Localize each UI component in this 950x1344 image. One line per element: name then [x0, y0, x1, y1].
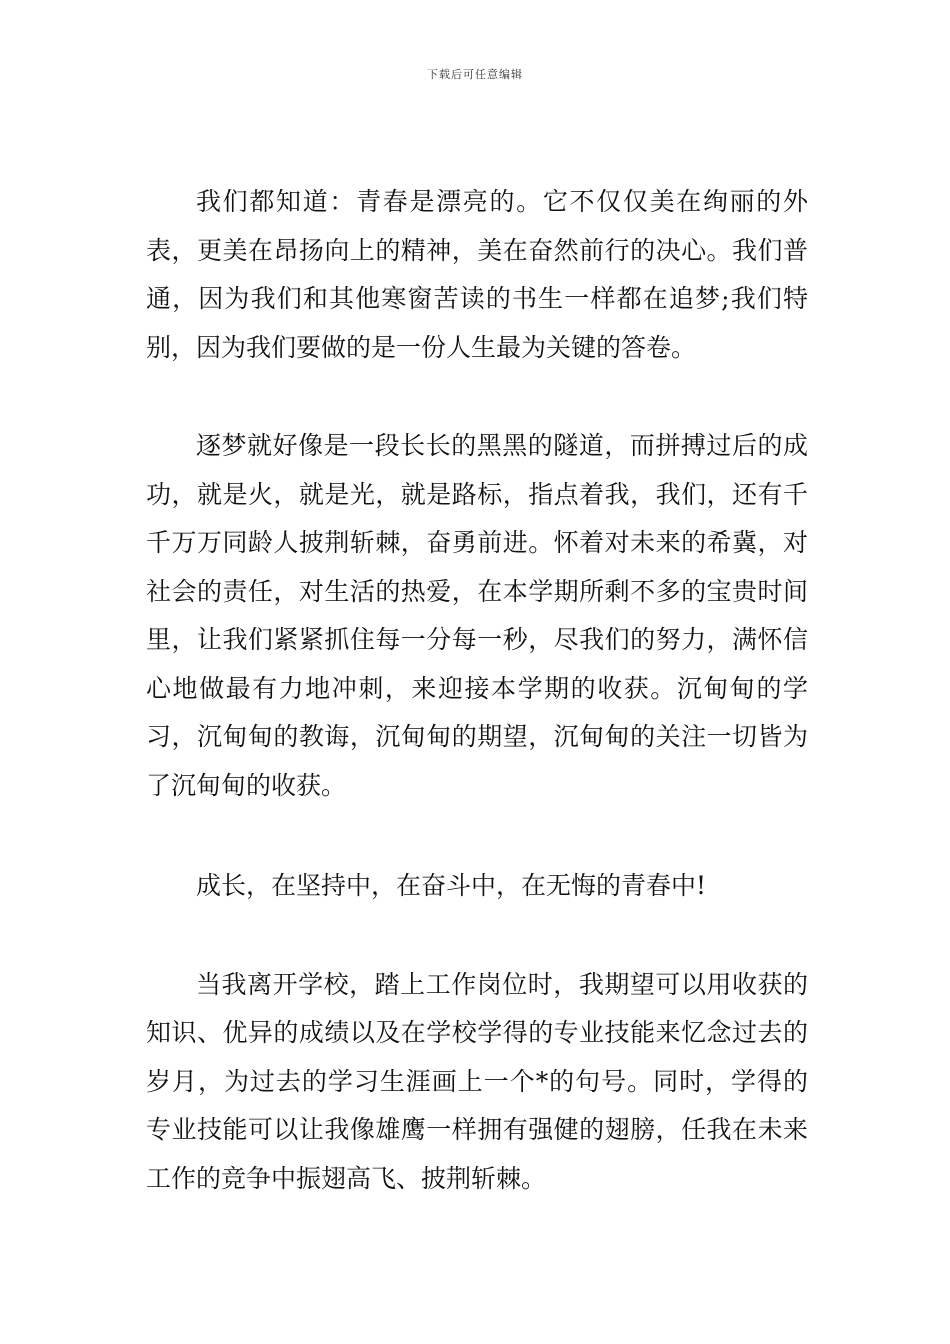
- page-header: 下载后可任意编辑: [427, 68, 523, 81]
- paragraph-youth-beauty: 我们都知道：青春是漂亮的。它不仅仅美在绚丽的外表，更美在昂扬向上的精神，美在奋然前行的决心。我们普通，因为我们和其他寒窗苦读的书生一样都在追梦;我们特别，因为我们要做的是一份人生最为关键的答卷。: [146, 187, 808, 362]
- paragraph-chasing-dreams: 逐梦就好像是一段长长的黑黑的隧道，而拼搏过后的成功，就是火，就是光，就是路标，指点着我，我们，还有千千万万同龄人披荆斩棘，奋勇前进。怀着对未来的希冀，对社会的责任，对生活的热爱，在本学期所剩不多的宝贵时间里，让我们紧紧抓住每一分每一秒，尽我们的努力，满怀信心地做最有力地冲刺，来迎接本学期的收获。沉甸甸的学习，沉甸甸的教诲，沉甸甸的期望，沉甸甸的关注一切皆为了沉甸甸的收获。: [146, 431, 808, 800]
- paragraph-growth: 成长，在坚持中，在奋斗中，在无悔的青春中!: [196, 871, 707, 900]
- document-body: [146, 178, 808, 1203]
- paragraph-future-work: 当我离开学校，踏上工作岗位时，我期望可以用收获的知识、优异的成绩以及在学校学得的专业技能来忆念过去的岁月，为过去的学习生涯画上一个*的句号。同时，学得的专业技能可以让我像雄鹰一样拥有强健的翅膀，任我在未来工作的竞争中振翅高飞、披荆斩棘。: [146, 969, 808, 1193]
